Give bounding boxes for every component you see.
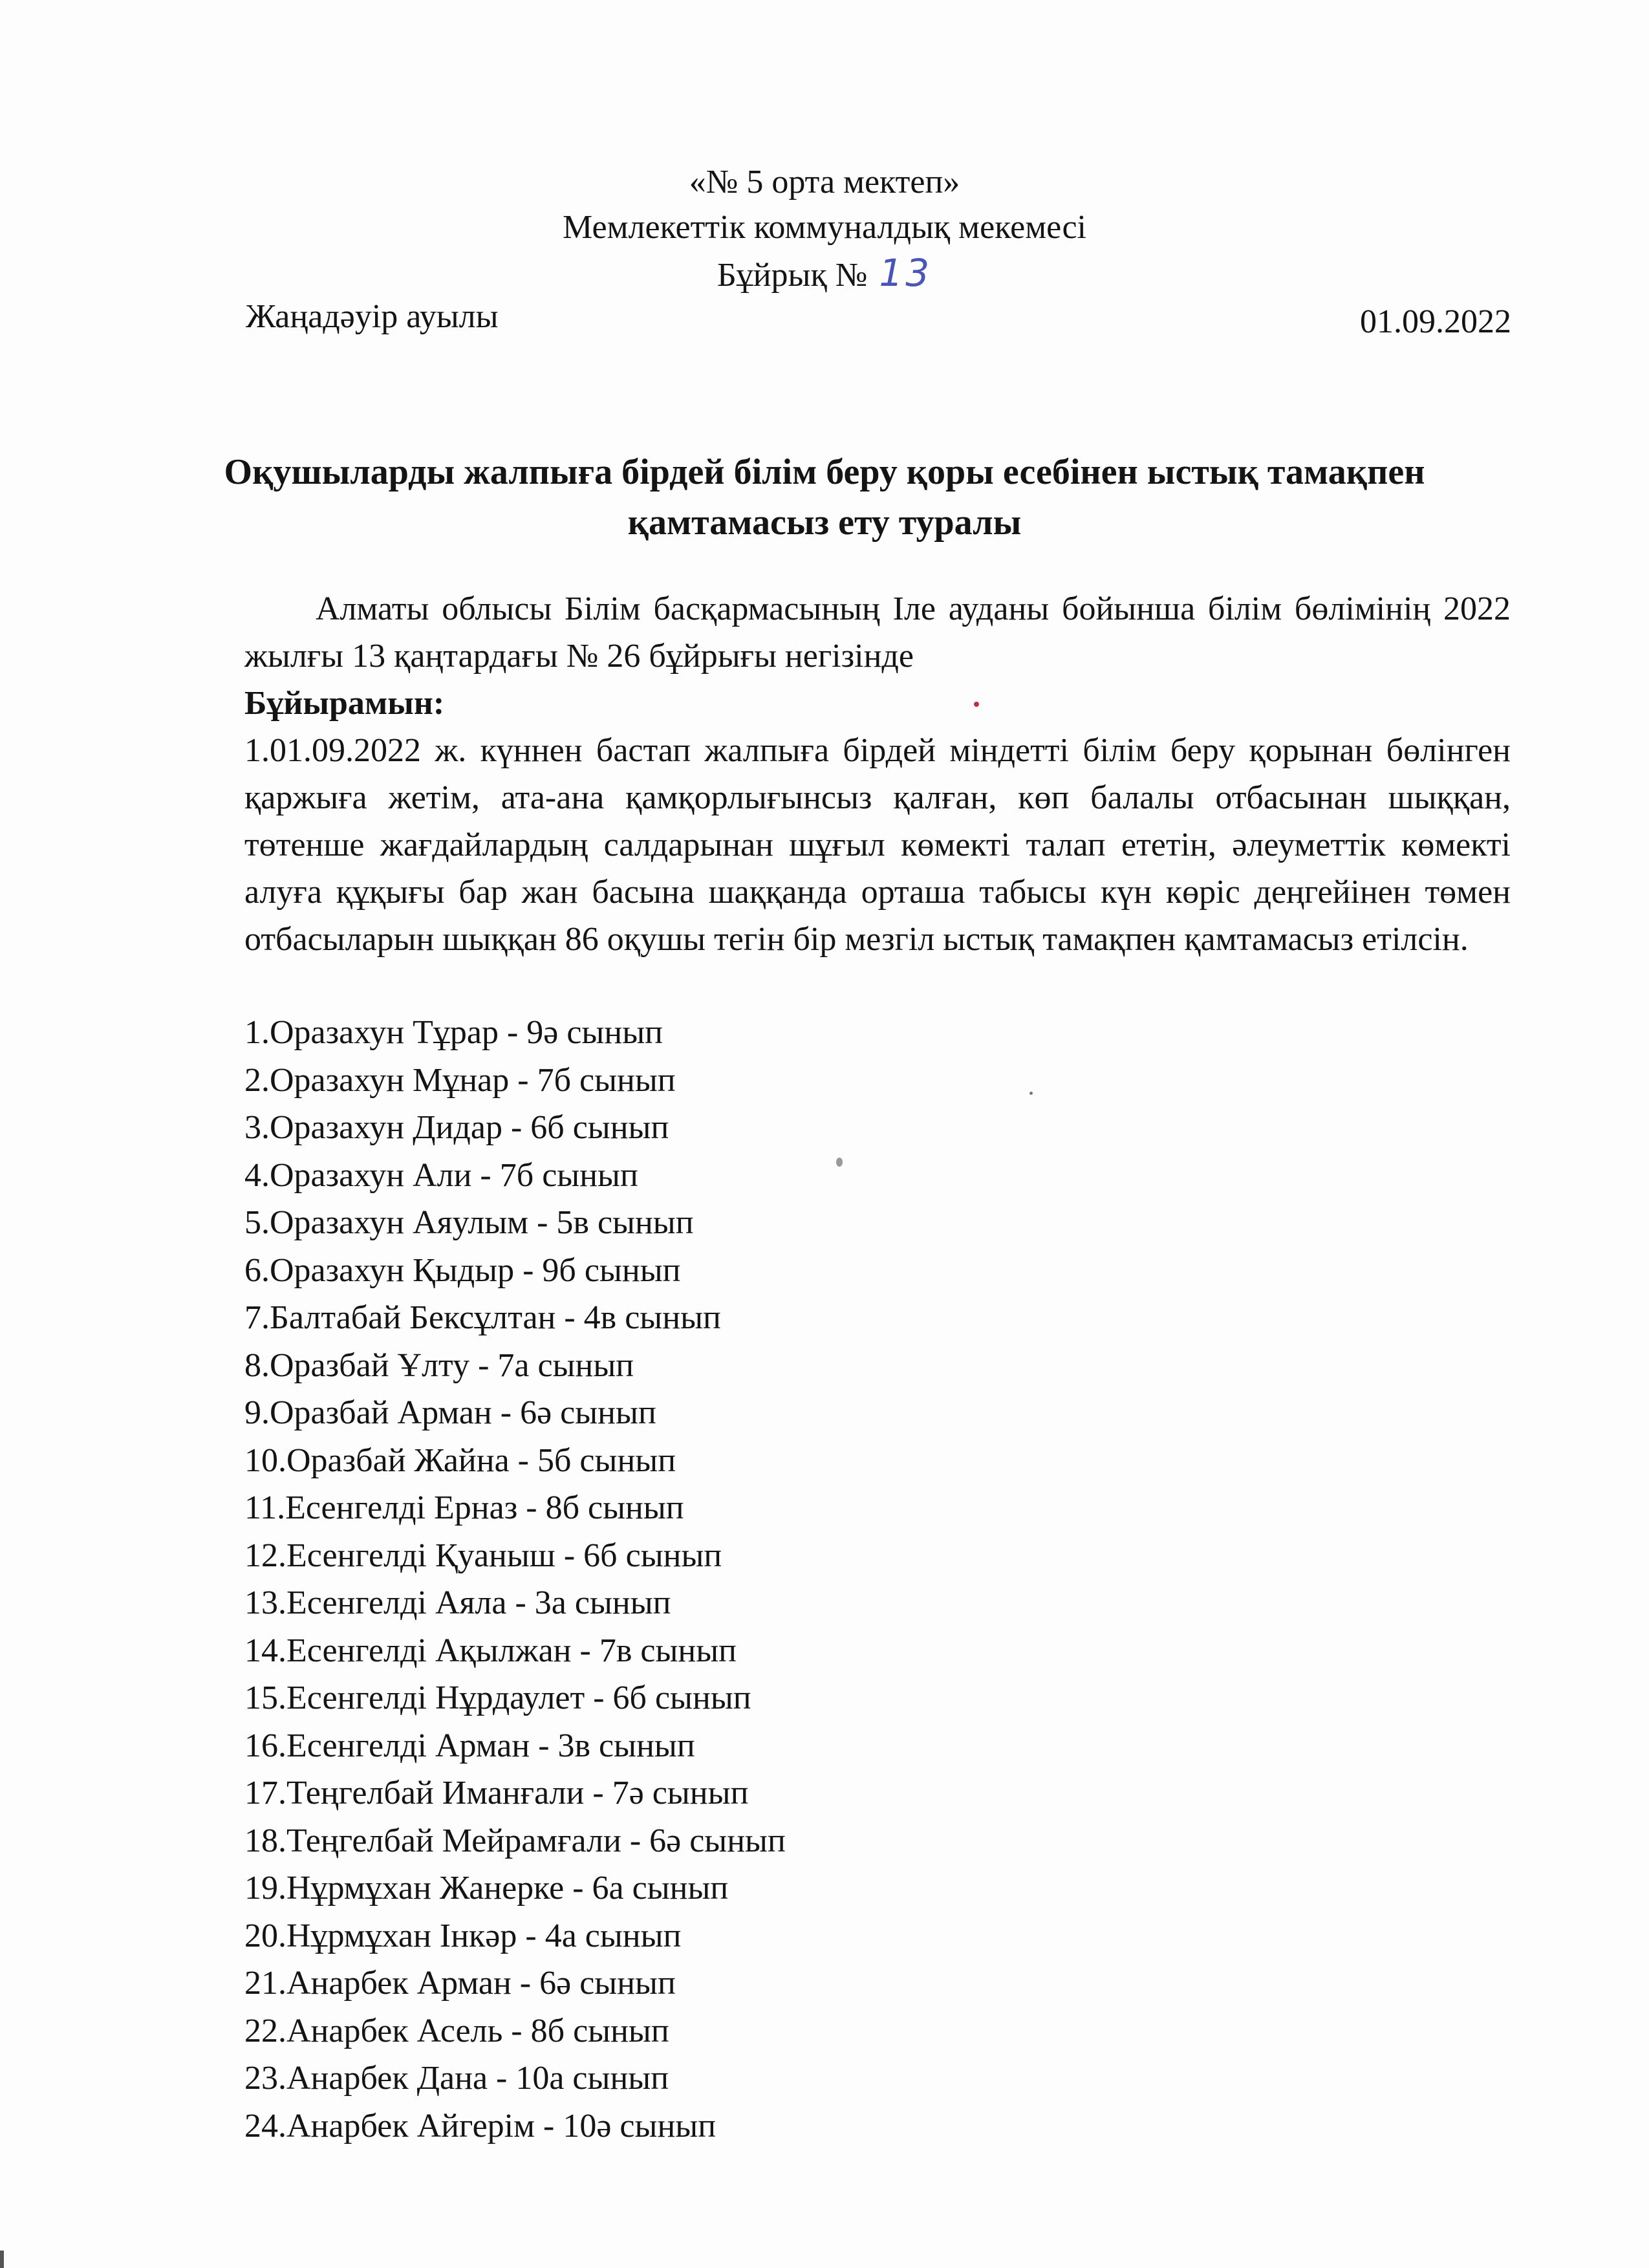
document-title-line-2: қамтамасыз ету туралы [627,502,1022,543]
scan-speck [836,1158,843,1167]
student-list-item: 6.Оразахун Қыдыр - 9б сынып [244,1251,681,1289]
order-heading: Бұйырамын: [244,685,445,722]
student-list-item: 11.Есенгелді Ерназ - 8б сынып [244,1489,684,1526]
student-list-item: 2.Оразахун Мұнар - 7б сынып [244,1061,676,1099]
handwritten-order-number: 13 [879,251,932,295]
student-list-item: 15.Есенгелді Нұрдаулет - 6б сынып [244,1679,751,1716]
scan-speck [1029,1092,1033,1095]
student-list-item: 14.Есенгелді Ақылжан - 7в сынып [244,1632,737,1669]
student-list-item: 23.Анарбек Дана - 10а сынып [244,2060,669,2097]
student-list-item: 17.Теңгелбай Иманғали - 7ә сынып [244,1775,749,1811]
order-label: Бұйрық № [717,257,868,294]
student-list-item: 3.Оразахун Дидар - 6б сынып [244,1109,669,1146]
document-title-line-1: Оқушыларды жалпыға бірдей білім беру қоры есебінен ыстық тамақпен [224,452,1425,492]
student-list-item: 19.Нұрмұхан Жанерке - 6а сынып [244,1870,729,1906]
student-list-item: 8.Оразбай Ұлту - 7а сынып [244,1346,634,1384]
school-name: «№ 5 орта мектеп» [689,164,960,200]
scan-speck [974,702,979,707]
student-list-item: 21.Анарбек Арман - 6ә сынып [244,1965,676,2002]
student-list-item: 16.Есенгелді Арман - 3в сынып [244,1727,695,1764]
order-clause: 1.01.09.2022 ж. күннен бастап жалпыға бірдей міндетті білім беру қорынан бөлінген қаржыға жетім, ата-ана қамқорлығынсыз қалған, көп балалы отбасынан шыққан, төтенше жағдайлардың салдарынан шұғыл көмекті талап ететін, әлеуметтік көмекті алуға құқығы бар жан басына шаққанда орташа табысы күн көріс деңгейінен төмен отбасыларын шыққан 86 оқушы тегін бір мезгіл ыстық тамақпен қамтамасыз етілсін. [244,732,1511,958]
student-list-item: 9.Оразбай Арман - 6ә сынып [244,1394,656,1431]
document-date: 01.09.2022 [1360,303,1511,340]
preamble [244,585,1511,680]
student-list-item: 10.Оразбай Жайна - 5б сынып [244,1442,676,1479]
location: Жаңадәуір ауылы [246,298,499,335]
student-list-item: 24.Анарбек Айгерім - 10ә сынып [244,2107,717,2144]
student-list-item: 4.Оразахун Али - 7б сынып [244,1156,638,1194]
student-list-item: 20.Нұрмұхан Інкәр - 4а сынып [244,1917,682,1954]
student-list-item: 13.Есенгелді Аяла - 3а сынып [244,1584,671,1621]
student-list-item: 7.Балтабай Бексұлтан - 4в сынып [244,1299,721,1336]
preamble-text: Алматы облысы Білім басқармасының Іле ауданы бойынша білім бөлімінің 2022 жылғы 13 қаңтардағы № 26 бұйрығы негізінде [244,590,1511,675]
institution-type: Мемлекеттік коммуналдық мекемесі [562,209,1087,246]
student-list-item: 22.Анарбек Асель - 8б сынып [244,2012,669,2049]
student-list-item: 5.Оразахун Аяулым - 5в сынып [244,1204,694,1241]
student-list-item: 18.Теңгелбай Мейрамғали - 6ә сынып [244,1822,786,1859]
scan-edge-mark [0,2251,4,2268]
order-number-line [0,251,1649,295]
student-list [244,1009,786,2150]
student-list-item: 1.Оразахун Тұрар - 9ә сынып [244,1014,663,1051]
student-list-item: 12.Есенгелді Қуаныш - 6б сынып [244,1537,722,1574]
